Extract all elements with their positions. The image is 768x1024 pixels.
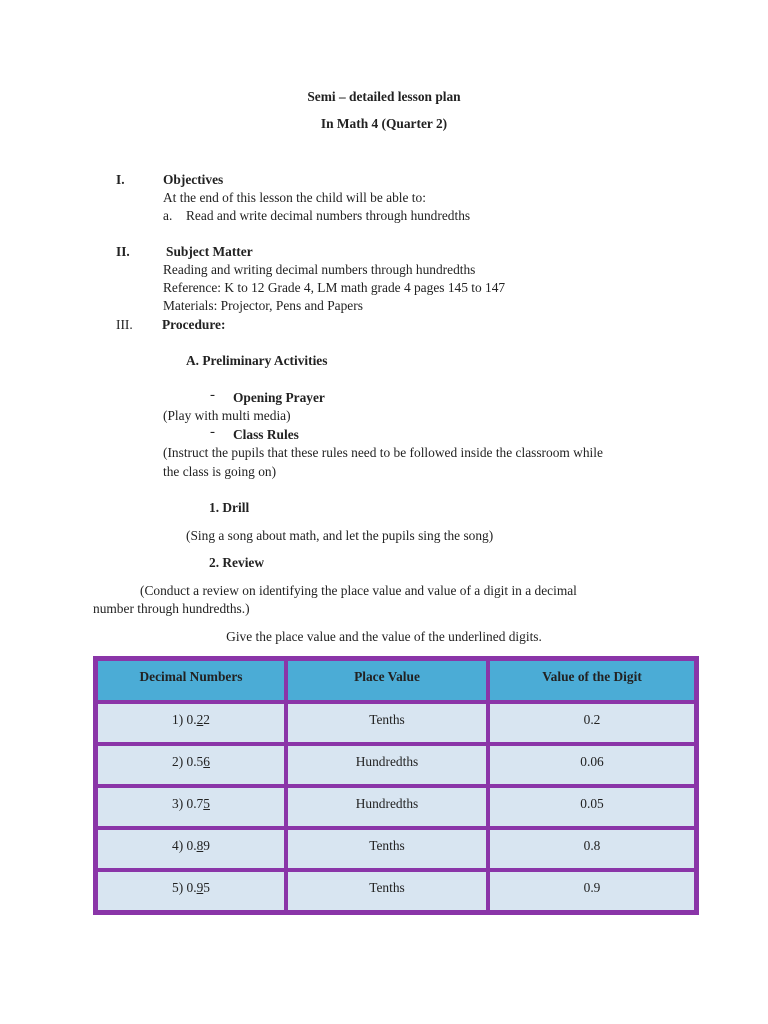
underlined-digit: 6: [203, 754, 210, 769]
decimal-number-cell: 3) 0.75: [96, 786, 286, 828]
bullet-dash: -: [210, 424, 215, 440]
underlined-digit: 8: [196, 838, 204, 853]
review-note-line2: number through hundredths.): [93, 601, 250, 616]
page-title: Semi – detailed lesson plan: [307, 89, 461, 104]
review-note-line1: (Conduct a review on identifying the place value and value of a digit in a decimal: [140, 583, 577, 598]
place-value-cell: Tenths: [286, 702, 488, 744]
review-heading: 2. Review: [209, 555, 265, 570]
drill-note: (Sing a song about math, and let the pupils sing the song): [186, 528, 494, 543]
header-value-of-digit: Value of the Digit: [488, 659, 696, 702]
decimal-number-cell: 5) 0.95: [96, 870, 286, 912]
class-rules-note-line1: (Instruct the pupils that these rules need to be followed inside the classroom while: [163, 445, 603, 460]
class-rules-heading: Class Rules: [233, 427, 299, 442]
place-value-table: [93, 656, 699, 915]
drill-heading: 1. Drill: [209, 500, 250, 515]
digit-value-cell: 0.9: [488, 870, 696, 912]
preliminary-activities-heading: A. Preliminary Activities: [186, 353, 328, 368]
table-row: [96, 744, 696, 786]
header-decimal-numbers: Decimal Numbers: [96, 659, 286, 702]
class-rules-note-line2: the class is going on): [163, 464, 277, 479]
subject-matter-reference: Reference: K to 12 Grade 4, LM math grade 4 pages 145 to 147: [163, 280, 506, 295]
opening-prayer-note: (Play with multi media): [163, 408, 291, 423]
section-numeral-procedure: III.: [116, 317, 133, 332]
table-row: [96, 786, 696, 828]
place-value-cell: Tenths: [286, 870, 488, 912]
subject-matter-heading: Subject Matter: [166, 244, 253, 259]
section-numeral-subject-matter: II.: [116, 244, 130, 259]
opening-prayer-heading: Opening Prayer: [233, 390, 325, 405]
bullet-dash: -: [210, 387, 215, 403]
digit-value-cell: 0.8: [488, 828, 696, 870]
digit-value-cell: 0.06: [488, 744, 696, 786]
section-numeral-objectives: I.: [116, 172, 125, 187]
objectives-intro: At the end of this lesson the child will be able to:: [163, 190, 426, 205]
decimal-number-cell: 1) 0.22: [96, 702, 286, 744]
header-place-value: Place Value: [286, 659, 488, 702]
subject-matter-topic: Reading and writing decimal numbers through hundredths: [163, 262, 476, 277]
digit-value-cell: 0.05: [488, 786, 696, 828]
underlined-digit: 9: [196, 880, 204, 895]
decimal-number-cell: 4) 0.89: [96, 828, 286, 870]
page-subtitle: In Math 4 (Quarter 2): [320, 116, 448, 131]
table-row: [96, 870, 696, 912]
place-value-cell: Tenths: [286, 828, 488, 870]
table-header-row: [96, 659, 696, 702]
decimal-number-cell: 2) 0.56: [96, 744, 286, 786]
subject-matter-materials: Materials: Projector, Pens and Papers: [163, 298, 363, 313]
objectives-heading: Objectives: [163, 172, 224, 187]
objective-item-text: Read and write decimal numbers through hundredths: [186, 208, 471, 223]
underlined-digit: 5: [203, 796, 210, 811]
procedure-heading: Procedure:: [162, 317, 226, 332]
table-row: [96, 702, 696, 744]
table-instruction: Give the place value and the value of the underlined digits.: [226, 629, 542, 644]
underlined-digit: 2: [196, 712, 204, 727]
place-value-cell: Hundredths: [286, 786, 488, 828]
table-row: [96, 828, 696, 870]
objective-item-marker: a.: [163, 208, 173, 223]
digit-value-cell: 0.2: [488, 702, 696, 744]
place-value-cell: Hundredths: [286, 744, 488, 786]
